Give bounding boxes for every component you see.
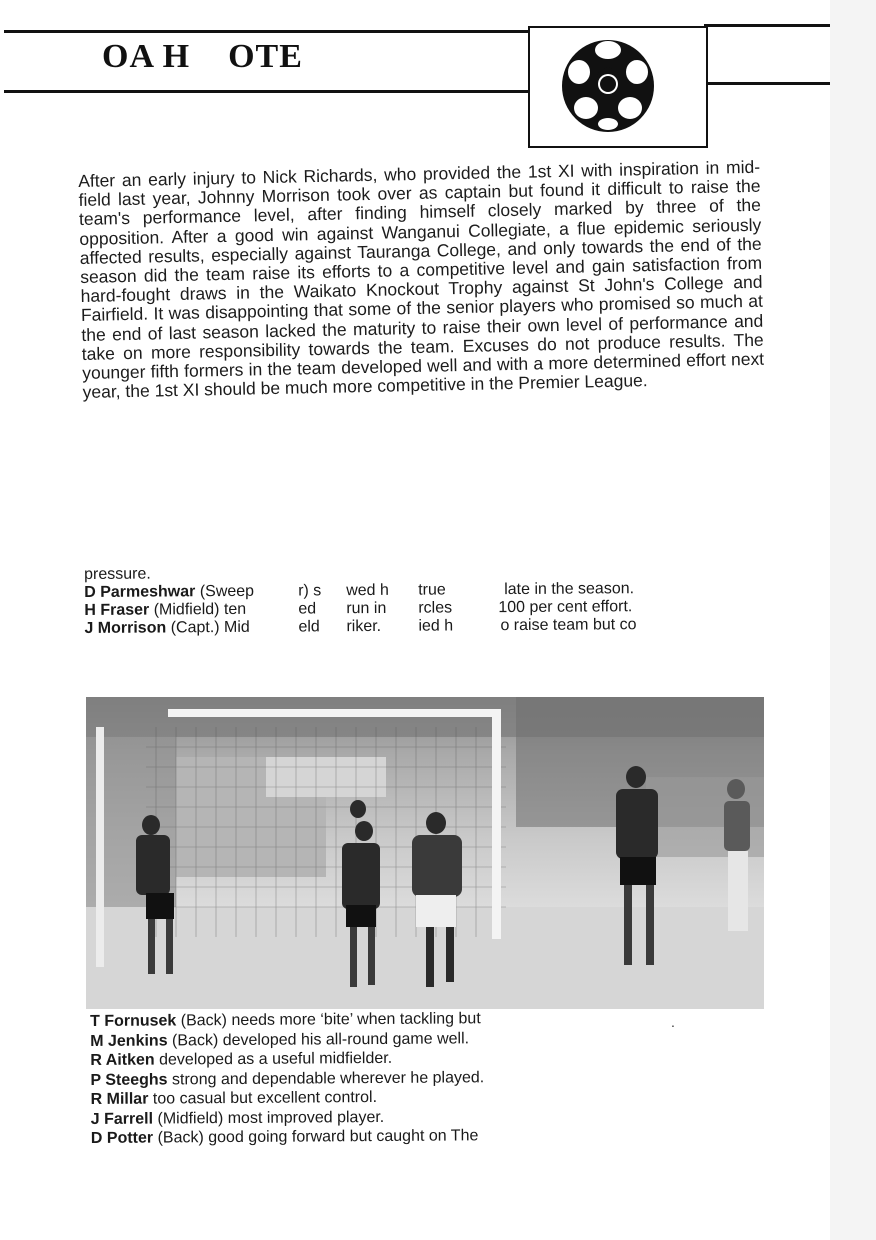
player-list-bottom	[90, 1008, 651, 1148]
player-row: T Fornusek (Back) needs more ‘bite’ when tackling but	[90, 1010, 481, 1030]
header-top-rule	[4, 30, 528, 33]
soccer-ball-box	[528, 26, 708, 148]
player-name: D Potter	[90, 1129, 154, 1147]
player-row: P Steeghs strong and dependable wherever he played.	[90, 1068, 485, 1089]
player-row: J Farrell (Midfield) most improved player.	[90, 1108, 385, 1128]
player-row: J Morrison (Capt.) Mid eld riker. ied h o raise team but co	[84, 616, 637, 637]
report-intro: After an early injury to Nick Richards, who provided the 1st XI with inspiration in mid-field last year, Johnny Morrison took over as captain but found it difficult to raise the team's performance level, after finding himself closely marked by three of the opposition. After a good win against Wanganui Collegiate, a flue epidemic seriously affected results, especially against Tauranga College, and only towards the end of the season did the team raise its efforts to a competitive level and gain satisfaction from hard-fought draws in the Waikato Knockout Trophy against St John's College and Fairfield. It was disappointing that some of the senior players who promised so much at the end of last season lacked the maturity to raise their own level of performance and take on more responsibility towards the team. Excuses do not produce results. The younger fifth formers in the team developed well and with a more determined effort next year, the 1st XI should be much more competitive in the Premier League.	[77, 156, 765, 403]
player-row: D Parmeshwar (Sweep r) s wed h true late in the season.	[84, 580, 635, 601]
player-row: M Jenkins (Back) developed his all-round game well.	[90, 1029, 470, 1050]
player-name: R Millar	[90, 1090, 149, 1108]
header-bottom-rule	[4, 90, 528, 93]
player-name: P Steeghs	[90, 1070, 168, 1089]
player-name: M Jenkins	[90, 1031, 168, 1050]
pressure-line: pressure.	[84, 565, 151, 583]
player-row: R Millar too casual but excellent control.	[90, 1088, 378, 1108]
header-right-bottom-rule	[704, 82, 830, 85]
player-name: J Morrison	[84, 619, 167, 637]
player-row: D Potter (Back) good going forward but caught on The	[90, 1127, 479, 1147]
page-edge	[830, 0, 876, 1240]
photo-scene	[86, 697, 764, 1009]
header-right-top-rule	[704, 24, 830, 27]
player-name: R Aitken	[90, 1051, 155, 1069]
player-name: J Farrell	[90, 1110, 154, 1128]
stray-mark: .	[671, 1014, 675, 1030]
player-row: R Aitken developed as a useful midfielder.	[90, 1049, 393, 1069]
player-row: H Fraser (Midfield) ten ed run in rcles 100 per cent effort.	[84, 598, 633, 619]
player-list-top	[84, 562, 684, 638]
player-name: H Fraser	[84, 601, 150, 619]
player-name: T Fornusek	[90, 1012, 177, 1030]
page-title: OA H OTE	[102, 38, 303, 75]
soccer-ball-icon	[558, 36, 658, 136]
player-name: D Parmeshwar	[84, 583, 196, 601]
team-match-photo	[86, 697, 764, 1009]
